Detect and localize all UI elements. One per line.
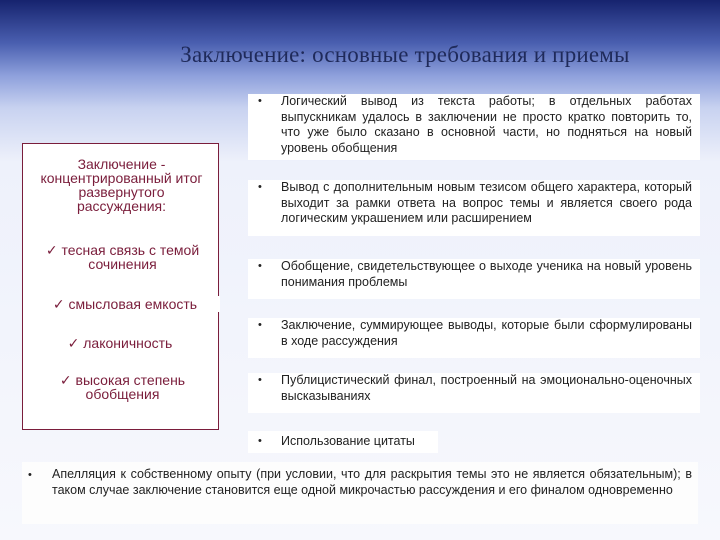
bullet-icon: •	[258, 435, 262, 447]
bullet-icon: •	[258, 260, 262, 272]
list-item	[248, 318, 700, 358]
list-item	[248, 373, 700, 413]
check-item-connection: ✓ тесная связь с темой сочинения	[45, 242, 200, 272]
bottom-list-item	[22, 462, 698, 524]
bullet-icon: •	[258, 181, 262, 193]
list-item-text: Апелляция к собственному опыту (при условии, что для раскрытия темы это не является обязательным); в таком случае заключение становится еще одной микрочастью рассуждения и его финалом одновременно	[52, 467, 692, 497]
list-item-text: Логический вывод из текста работы; в отдельных работах выпускникам удалось в заключении не просто кратко повторить то, что уже было сказано в основной части, но подняться на новый уровень обобщения	[281, 94, 692, 155]
bullet-icon: •	[258, 319, 262, 331]
list-item-text: Использование цитаты	[281, 434, 415, 448]
list-item-text: Заключение, суммирующее выводы, которые были сформулированы в ходе рассуждения	[281, 318, 692, 348]
list-item-text: Публицистический финал, построенный на эмоционально-оценочных высказываниях	[281, 373, 692, 403]
list-item-text: Обобщение, свидетельствующее о выходе ученика на новый уровень понимания проблемы	[281, 259, 692, 289]
bullet-icon: •	[258, 95, 262, 107]
list-item	[248, 180, 700, 236]
list-item	[248, 431, 438, 453]
bullet-icon: •	[258, 374, 262, 386]
check-item-capacity: ✓ смысловая емкость	[30, 296, 220, 312]
bullet-icon: •	[28, 469, 32, 481]
list-item	[248, 94, 700, 160]
check-item-laconic: ✓ лаконичность	[67, 335, 173, 351]
list-item-text: Вывод с дополнительным новым тезисом общего характера, который выходит за рамки ответа на вопрос темы и является своего рода логическим украшением или расширением	[281, 180, 692, 225]
check-item-generalization: ✓ высокая степень обобщения	[59, 372, 186, 402]
list-item	[248, 259, 700, 299]
slide-title: Заключение: основные требования и приемы	[180, 42, 630, 67]
left-heading: Заключение - концентрированный итог развернутого рассуждения:	[40, 156, 203, 214]
